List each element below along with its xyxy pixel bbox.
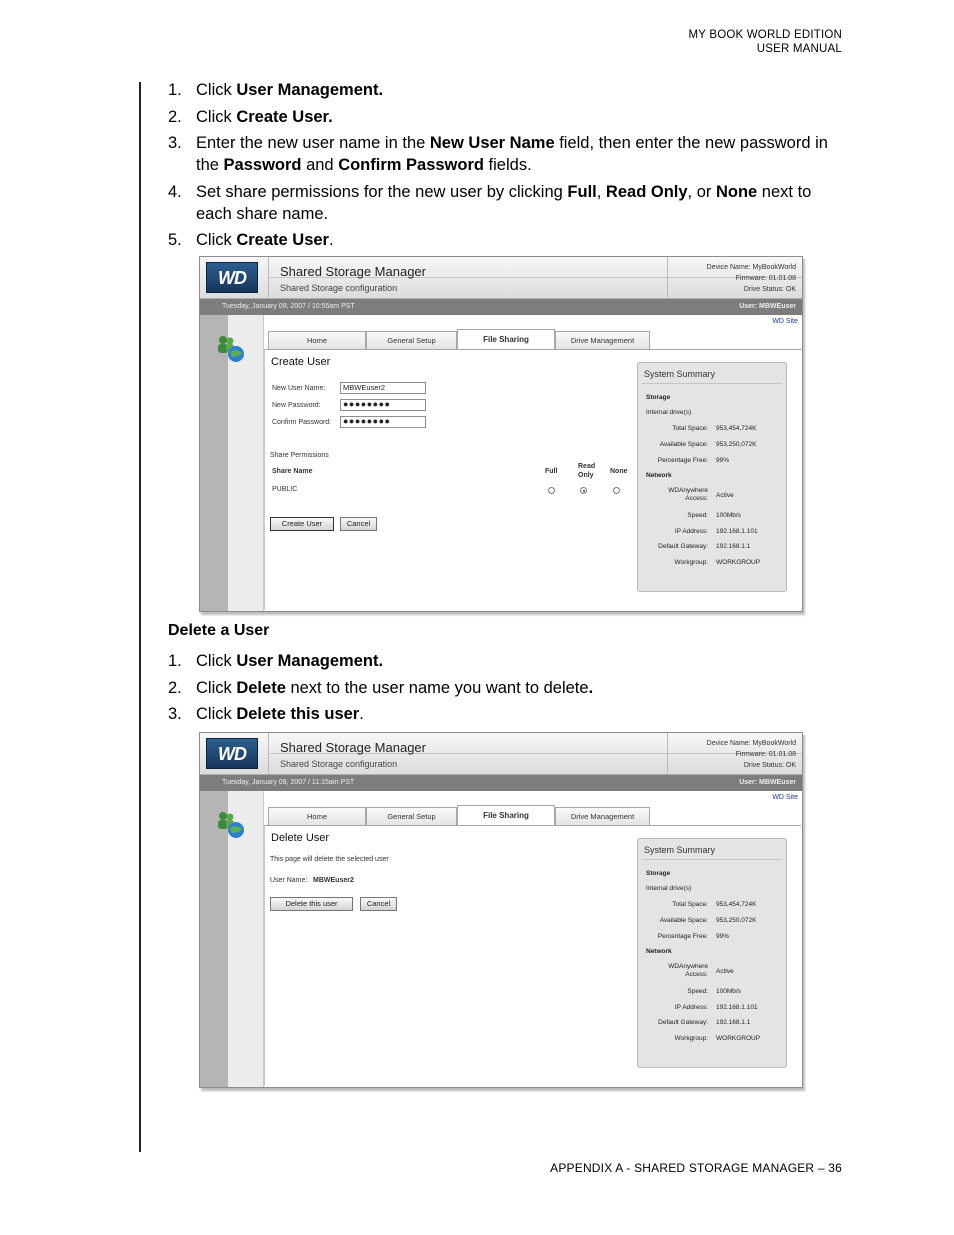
user-text: User: MBWEuser (739, 779, 796, 786)
status-bar (200, 775, 802, 791)
default-gateway-value: 192.168.1.1 (716, 1019, 751, 1026)
ip-address-value: 192.168.1.101 (716, 528, 758, 535)
step-emphasis: Password (223, 156, 302, 174)
step-item (168, 677, 848, 699)
step-number: 4. (168, 182, 182, 201)
users-globe-icon (214, 333, 248, 365)
step-item (168, 132, 848, 176)
page-title: Create User (271, 356, 331, 368)
app-subtitle: Shared Storage configuration (280, 283, 398, 293)
tab-file-sharing[interactable]: File Sharing (457, 329, 555, 350)
step-emphasis: None (715, 182, 758, 201)
page-title: Delete User (271, 832, 330, 844)
delete-description: This page will delete the selected user (270, 856, 389, 863)
none-header: None (610, 468, 628, 475)
percentage-free-value: 99% (716, 933, 730, 940)
delete-this-user-button[interactable]: Delete this user (270, 897, 353, 911)
tab-general-setup[interactable]: General Setup (366, 807, 457, 825)
new-password-input[interactable]: ●●●●●●●● (340, 399, 426, 411)
read-only-header-1: Read (578, 463, 596, 470)
step-number: 2. (168, 678, 182, 697)
ip-address-label: IP Address: (674, 528, 708, 535)
full-radio[interactable] (548, 487, 555, 494)
delete-user-screenshot (199, 732, 803, 1088)
summary-title: System Summary (644, 845, 716, 855)
default-gateway-label: Default Gateway: (658, 543, 708, 550)
read-only-header-2: Only (578, 472, 594, 479)
step-emphasis: Delete this user (236, 705, 360, 723)
step-emphasis: Full (567, 182, 597, 201)
percentage-free-value: 99% (716, 457, 730, 464)
available-space-value: 953,250,072K (716, 441, 757, 448)
total-space-value: 953,454,724K (716, 425, 757, 432)
margin-rule (139, 82, 141, 1152)
step-emphasis: Read Only (605, 182, 688, 201)
create-user-button[interactable]: Create User (270, 517, 334, 531)
available-space-label: Available Space: (659, 917, 708, 924)
wd-logo: WD (206, 738, 258, 769)
step-number: 1. (168, 652, 182, 670)
network-heading: Network (646, 472, 672, 479)
date-text: Tuesday, January 09, 2007 / 10:55am PST (222, 303, 355, 310)
workgroup-label: Workgroup: (674, 559, 708, 566)
step-item (168, 106, 848, 128)
speed-label: Speed: (687, 988, 708, 995)
user-name-value: MBWEuser2 (313, 877, 354, 884)
step-text: Set share permissions for the new user by clicking Full, Read Only, or None next to each share name. (196, 182, 812, 223)
running-header (688, 28, 842, 56)
wdanywhere-value: Active (716, 492, 734, 499)
tab-drive-management[interactable]: Drive Management (555, 331, 650, 349)
drive-status: Drive Status: OK (743, 762, 796, 769)
speed-value: 100Mb/s (716, 512, 741, 519)
wdanywhere-label: WDAnywhere Access: (668, 487, 708, 502)
share-name-header: Share Name (272, 468, 313, 475)
header-line-2: USER MANUAL (756, 43, 842, 55)
network-heading: Network (646, 948, 672, 955)
step-emphasis: Create User (236, 231, 329, 249)
summary-title: System Summary (644, 369, 716, 379)
wd-logo: WD (206, 262, 258, 293)
speed-value: 100Mb/s (716, 988, 741, 995)
new-user-name-label: New User Name: (272, 385, 326, 392)
users-globe-icon (214, 809, 248, 841)
step-text: Enter the new user name in the New User Name field, then enter the new password in the Password and Confirm Password fields. (196, 134, 828, 174)
step-item (168, 79, 848, 101)
default-gateway-value: 192.168.1.1 (716, 543, 751, 550)
firmware: Firmware: 01.01.08 (735, 275, 796, 282)
user-name-label: User Name: (270, 877, 308, 884)
step-number: 3. (168, 705, 182, 723)
create-user-steps (168, 79, 848, 256)
internal-drives: Internal drive(s) (646, 885, 692, 892)
step-emphasis: User Management. (236, 81, 384, 99)
tab-general-setup[interactable]: General Setup (366, 331, 457, 349)
tab-file-sharing[interactable]: File Sharing (457, 805, 555, 826)
system-summary-panel (637, 838, 787, 1068)
full-header: Full (545, 468, 558, 475)
available-space-value: 953,250,072K (716, 917, 757, 924)
step-item (168, 229, 848, 251)
share-permissions-heading: Share Permissions (270, 452, 329, 459)
step-number: 5. (168, 231, 182, 249)
device-name: Device Name: MyBookWorld (706, 264, 796, 271)
step-emphasis: . (588, 678, 594, 697)
step-number: 1. (168, 81, 182, 99)
device-name: Device Name: MyBookWorld (706, 740, 796, 747)
firmware: Firmware: 01.01.08 (735, 751, 796, 758)
date-text: Tuesday, January 09, 2007 / 11:15am PST (222, 779, 355, 786)
ip-address-label: IP Address: (674, 1004, 708, 1011)
device-info (707, 738, 796, 771)
percentage-free-label: Percentage Free: (657, 933, 708, 940)
status-bar (200, 299, 802, 315)
wd-site-link[interactable]: WD Site (772, 794, 798, 801)
app-header (200, 257, 802, 299)
read-only-radio[interactable] (580, 487, 587, 494)
step-emphasis: User Management. (236, 652, 384, 670)
delete-user-heading: Delete a User (168, 622, 270, 639)
confirm-password-input[interactable]: ●●●●●●●● (340, 416, 426, 428)
available-space-label: Available Space: (659, 441, 708, 448)
content-area (264, 349, 801, 610)
step-item (168, 181, 848, 225)
step-emphasis: Confirm Password (338, 156, 484, 174)
cancel-button[interactable]: Cancel (360, 897, 397, 911)
new-password-label: New Password: (272, 402, 321, 409)
app-header (200, 733, 802, 775)
system-summary-panel (637, 362, 787, 592)
new-user-name-input[interactable]: MBWEuser2 (340, 382, 426, 394)
total-space-label: Total Space: (672, 425, 708, 432)
content-area (264, 825, 801, 1086)
step-emphasis: New User Name (429, 134, 555, 152)
step-text: Click Create User. (196, 231, 334, 249)
workgroup-label: Workgroup: (674, 1035, 708, 1042)
tab-home[interactable]: Home (268, 807, 366, 825)
none-radio[interactable] (613, 487, 620, 494)
drive-status: Drive Status: OK (743, 286, 796, 293)
header-line-1: MY BOOK WORLD EDITION (688, 29, 842, 41)
step-emphasis: Create User. (236, 107, 333, 126)
share-name-public: PUBLIC (272, 486, 298, 493)
total-space-value: 953,454,724K (716, 901, 757, 908)
app-subtitle: Shared Storage configuration (280, 759, 398, 769)
step-number: 3. (168, 134, 182, 152)
wd-site-link[interactable]: WD Site (772, 318, 798, 325)
delete-user-steps (168, 650, 848, 730)
percentage-free-label: Percentage Free: (657, 457, 708, 464)
step-text: Click User Management. (196, 652, 384, 670)
create-user-screenshot (199, 256, 803, 612)
app-title: Shared Storage Manager (280, 264, 426, 279)
wdanywhere-value: Active (716, 968, 734, 975)
wdanywhere-label: WDAnywhere Access: (668, 963, 708, 978)
speed-label: Speed: (687, 512, 708, 519)
storage-heading: Storage (646, 870, 671, 877)
step-text: Click User Management. (196, 81, 384, 99)
user-text: User: MBWEuser (739, 303, 796, 310)
step-text: Click Create User. (196, 107, 333, 126)
storage-heading: Storage (646, 394, 671, 401)
step-text: Click Delete next to the user name you want to delete. (196, 678, 594, 697)
app-title: Shared Storage Manager (280, 740, 426, 755)
workgroup-value: WORKGROUP (716, 1035, 761, 1042)
step-item (168, 650, 848, 672)
internal-drives: Internal drive(s) (646, 409, 692, 416)
step-item (168, 703, 848, 725)
step-number: 2. (168, 107, 182, 126)
tab-drive-management[interactable]: Drive Management (555, 807, 650, 825)
page-footer: APPENDIX A - SHARED STORAGE MANAGER – 36 (550, 1161, 842, 1175)
total-space-label: Total Space: (672, 901, 708, 908)
cancel-button[interactable]: Cancel (340, 517, 377, 531)
default-gateway-label: Default Gateway: (658, 1019, 708, 1026)
step-text: Click Delete this user. (196, 705, 364, 723)
ip-address-value: 192.168.1.101 (716, 1004, 758, 1011)
device-info (707, 262, 796, 295)
confirm-password-label: Confirm Password: (272, 419, 332, 426)
step-emphasis: Delete (236, 678, 286, 697)
workgroup-value: WORKGROUP (716, 559, 761, 566)
tab-home[interactable]: Home (268, 331, 366, 349)
